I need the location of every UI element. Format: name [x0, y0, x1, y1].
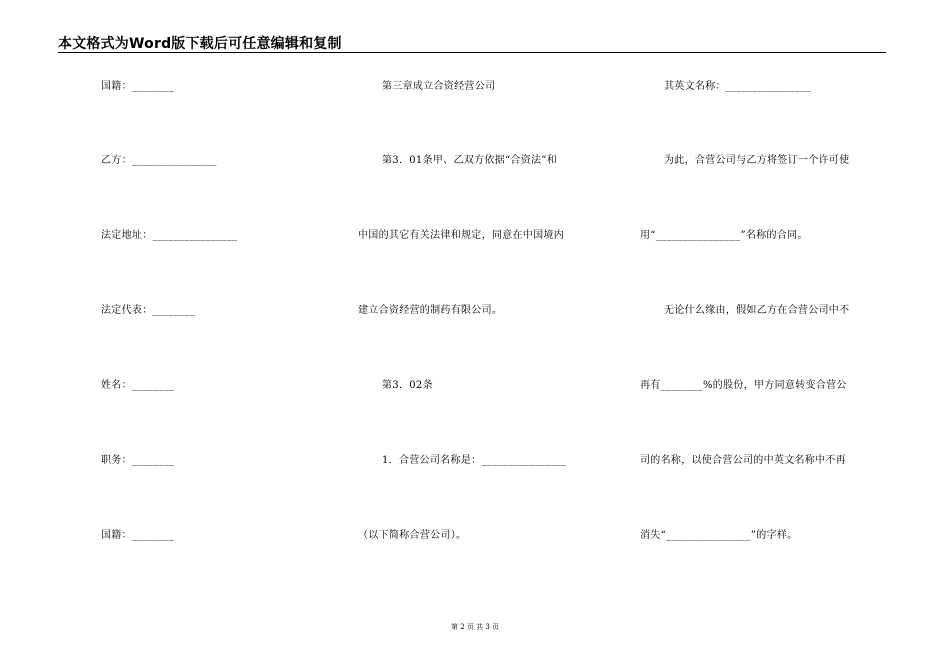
right-line-shares: 再有________%的股份，甲方同意转变合营公: [640, 380, 847, 391]
header-divider: [58, 52, 886, 53]
left-line-nationality-2: 国籍：________: [101, 530, 175, 541]
middle-line-abbreviation: （以下简称合营公司）。: [358, 530, 467, 541]
right-line-english-name: 其英文名称：________________: [664, 81, 811, 92]
page-number-footer: 第 2 页 共 3 页: [450, 623, 500, 631]
left-line-party-b: 乙方：________________: [101, 155, 217, 166]
left-line-name: 姓名：________: [101, 380, 175, 391]
right-line-contract: 用“________________”名称的合同。: [640, 230, 808, 241]
right-line-license: 为此，合营公司与乙方将签订一个许可使: [664, 155, 850, 166]
middle-line-article-3-02: 第3．02条: [382, 380, 433, 391]
right-line-reason: 无论什么缘由，假如乙方在合营公司中不: [664, 305, 850, 316]
left-line-position: 职务：________: [101, 455, 175, 466]
left-line-legal-representative: 法定代表：________: [101, 305, 195, 316]
middle-line-establish: 建立合资经营的制药有限公司。: [358, 305, 503, 316]
middle-line-article-3-01: 第3．01条甲、乙双方依据“合资法”和: [382, 155, 558, 166]
middle-line-chapter-title: 第三章成立合资经营公司: [382, 81, 496, 92]
left-line-legal-address: 法定地址：________________: [101, 230, 238, 241]
right-line-remove-wording: 消失“________________”的字样。: [640, 530, 798, 541]
middle-line-company-name: 1．合营公司名称是：________________: [382, 455, 567, 466]
left-line-nationality: 国籍：________: [101, 81, 175, 92]
page-header-title: 本文格式为Word版下载后可任意编辑和复制: [58, 36, 342, 52]
middle-line-regulations: 中国的其它有关法律和规定，同意在中国境内: [358, 230, 564, 241]
right-line-rename: 司的名称，以使合营公司的中英文名称中不再: [640, 455, 846, 466]
